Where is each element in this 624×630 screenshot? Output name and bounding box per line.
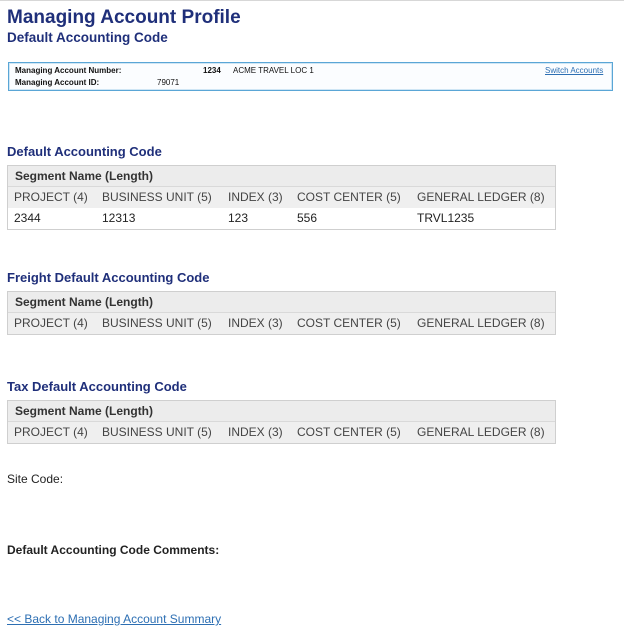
column-cost-center: COST CENTER (5) bbox=[297, 190, 401, 204]
column-index: INDEX (3) bbox=[228, 190, 283, 204]
page-title: Managing Account Profile bbox=[7, 7, 241, 28]
column-cost-center: COST CENTER (5) bbox=[297, 316, 401, 330]
column-business-unit: BUSINESS UNIT (5) bbox=[102, 190, 212, 204]
top-divider bbox=[0, 0, 624, 1]
site-code-label: Site Code: bbox=[7, 472, 64, 486]
segment-columns-row bbox=[8, 187, 555, 208]
default-accounting-code-heading: Default Accounting Code bbox=[7, 144, 162, 159]
value-index: 123 bbox=[228, 211, 249, 225]
column-project: PROJECT (4) bbox=[14, 425, 88, 439]
account-id-value: 79071 bbox=[157, 78, 180, 87]
segment-columns-row bbox=[8, 422, 555, 443]
value-cost-center: 556 bbox=[297, 211, 318, 225]
value-project: 2344 bbox=[14, 211, 41, 225]
freight-default-accounting-code-table bbox=[7, 291, 556, 335]
account-id-label: Managing Account ID: bbox=[15, 78, 100, 87]
segment-values-row bbox=[8, 208, 555, 229]
value-general-ledger: TRVL1235 bbox=[417, 211, 475, 225]
segment-header: Segment Name (Length) bbox=[8, 292, 555, 313]
tax-default-accounting-code-table bbox=[7, 400, 556, 444]
back-to-summary-link[interactable]: << Back to Managing Account Summary bbox=[7, 612, 222, 626]
freight-default-accounting-code-heading: Freight Default Accounting Code bbox=[7, 270, 210, 285]
account-name: ACME TRAVEL LOC 1 bbox=[233, 66, 314, 75]
column-general-ledger: GENERAL LEDGER (8) bbox=[417, 316, 545, 330]
account-number-value: 1234 bbox=[203, 66, 221, 75]
segment-header: Segment Name (Length) bbox=[8, 401, 555, 422]
column-index: INDEX (3) bbox=[228, 316, 283, 330]
default-accounting-code-table bbox=[7, 165, 556, 230]
column-general-ledger: GENERAL LEDGER (8) bbox=[417, 190, 545, 204]
account-number-label: Managing Account Number: bbox=[15, 66, 122, 75]
column-index: INDEX (3) bbox=[228, 425, 283, 439]
value-business-unit: 12313 bbox=[102, 211, 136, 225]
column-business-unit: BUSINESS UNIT (5) bbox=[102, 316, 212, 330]
managing-account-info-box bbox=[8, 62, 613, 91]
column-business-unit: BUSINESS UNIT (5) bbox=[102, 425, 212, 439]
segment-header: Segment Name (Length) bbox=[8, 166, 555, 187]
page-subtitle: Default Accounting Code bbox=[7, 30, 168, 45]
column-project: PROJECT (4) bbox=[14, 316, 88, 330]
column-general-ledger: GENERAL LEDGER (8) bbox=[417, 425, 545, 439]
column-cost-center: COST CENTER (5) bbox=[297, 425, 401, 439]
switch-accounts-link[interactable]: Switch Accounts bbox=[545, 66, 604, 75]
segment-columns-row bbox=[8, 313, 555, 334]
column-project: PROJECT (4) bbox=[14, 190, 88, 204]
comments-label: Default Accounting Code Comments: bbox=[7, 543, 220, 557]
tax-default-accounting-code-heading: Tax Default Accounting Code bbox=[7, 379, 187, 394]
